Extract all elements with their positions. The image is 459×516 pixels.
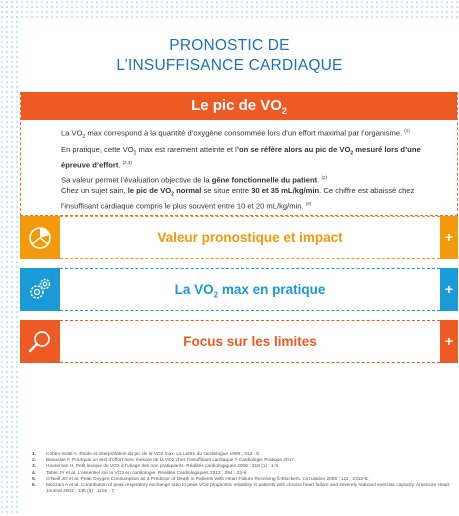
references-list bbox=[32, 452, 452, 495]
decorative-pattern-top bbox=[0, 0, 459, 18]
page-title-line2: L’INSUFFISANCE CARDIAQUE bbox=[116, 57, 343, 74]
section-label: Valeur pronostique et impact bbox=[157, 230, 343, 245]
reference-item: 2. Beaussie F. Pourquoi un test d’effort avec mesure de la VO2 chez l’insuffisant cardiaque ? Cardiologie Pratique 2017. bbox=[32, 458, 296, 464]
section-limits[interactable] bbox=[20, 320, 458, 363]
decorative-pattern-left bbox=[0, 0, 18, 516]
divider bbox=[60, 258, 440, 259]
paragraph-practice: En pratique, cette $VO_2$ max est rarement atteinte et l’on se réfère alors au pic de $VO_2$ mesuré lors d’une épreuve d’effort. $^{(2,3)}$ bbox=[61, 144, 421, 170]
gears-icon bbox=[20, 268, 60, 311]
paragraph-evaluation: Sa valeur permet l’évaluation objective de la gêne fonctionnelle du patient. $^{(2)}$ Chez un sujet sain, le pic de $VO_2$ normal se situe entre 30 et 35 mL/kg/min. Ce chiffre est abaissé chez l’insuffisant cardiaque compris le plus souvent entre 10 et 20 mL/kg/min. $^{(4)}$ bbox=[61, 175, 415, 211]
reference-item: 6. Mezzani A et al. Contribution of peak respiratory exchange ratio to peak VO2 prognostic reliability in patients with chronic heart failure and severely reduced exercise capacity. American Heart Journal 2003 ; 145 (6) : 1102 - 7. bbox=[32, 483, 450, 495]
expand-plus-button[interactable]: + bbox=[440, 320, 458, 363]
section-label: La $VO_2$ max en pratique bbox=[174, 282, 326, 300]
magnifier-icon bbox=[20, 320, 60, 363]
expand-plus-button[interactable]: + bbox=[440, 216, 458, 259]
reference-item: 1. Cohen-Solal A. Étude et interprétation du pic de la VO2 max. La Lettre du cardiologue 1999 ; 313 : 9. bbox=[32, 452, 261, 457]
main-card-body bbox=[21, 120, 457, 212]
section-prognostic-value[interactable] bbox=[20, 216, 458, 259]
reference-item: 5. O’Neill JO et al. Peak Oxygen Consumption as a Predictor of Death in Patients With Heart Failure Receiving ß-Blockers. Circulation 2005 ; 111 : 2313-8. bbox=[32, 476, 369, 482]
paragraph-definition: La $VO_2$ max correspond à la quantité d’oxygène consommée lors d’un effort maximal par l’organisme. $^{(1)}$ bbox=[61, 128, 410, 141]
pie-chart-icon bbox=[20, 216, 60, 259]
section-vo2-practice[interactable] bbox=[20, 268, 458, 311]
page-title-line1: PRONOSTIC DE bbox=[169, 37, 290, 54]
reference-item: 3. Hooreman H. Petit lexique de VO2 à l’usage des non pratiquants. Réalités cardiologiques 2006 ; 218 (1) : 1-5. bbox=[32, 464, 280, 470]
main-card-title: Le pic de $VO_2$ bbox=[21, 92, 457, 120]
expand-plus-button[interactable]: + bbox=[440, 268, 458, 311]
divider bbox=[60, 362, 440, 363]
divider bbox=[60, 310, 440, 311]
reference-item: 4. Tabet JY et al. L’essentiel sur la VO2 en cardiologie. Réalités Cardiologiques 2013 ; 294 : 23-9. bbox=[32, 470, 248, 476]
main-card bbox=[20, 92, 458, 216]
section-label: Focus sur les limites bbox=[183, 334, 317, 349]
